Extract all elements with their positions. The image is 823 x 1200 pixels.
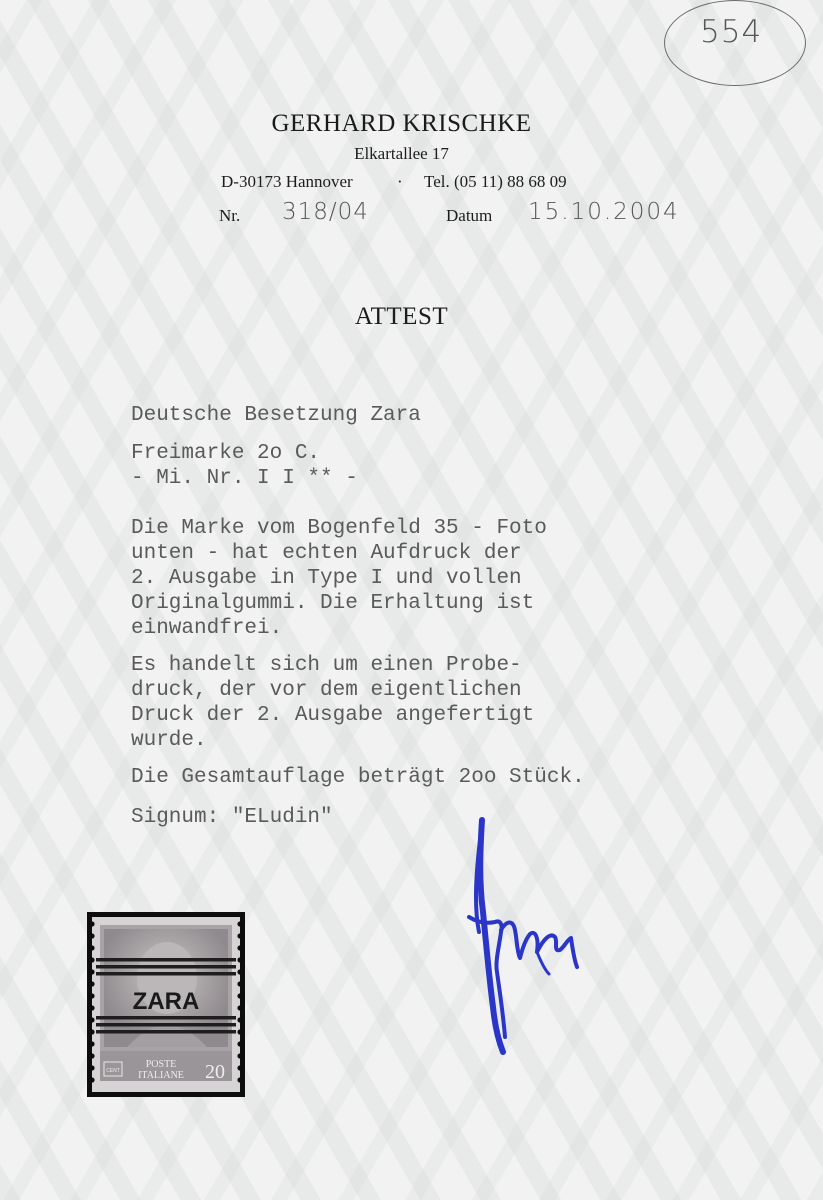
pencil-note: 554 [700, 14, 763, 50]
letterhead-separator: · [397, 172, 403, 191]
stamp-cent: CENT [106, 1068, 120, 1074]
document-heading: ATTEST [354, 303, 449, 330]
body-line-catalog: - Mi. Nr. I I ** - [131, 467, 358, 490]
date-label: Datum [446, 206, 493, 225]
stamp-poste: POSTE [145, 1059, 177, 1070]
letterhead-city: D-30173 Hannover [221, 172, 353, 191]
body-paragraph-proof: Es handelt sich um einen Probe- druck, der vor dem eigentlichen Druck der 2. Ausgabe angefertigt wurde. [131, 654, 535, 752]
nr-label: Nr. [219, 206, 241, 225]
signature-stroke [455, 812, 595, 1062]
date-value: 15.10.2004 [528, 199, 680, 225]
body-line-print-run: Die Gesamtauflage beträgt 2oo Stück. [131, 766, 585, 789]
nr-value: 318/04 [282, 199, 369, 225]
stamp-image [87, 912, 245, 1097]
letterhead-name: GERHARD KRISCHKE [271, 110, 532, 137]
body-line-occupation: Deutsche Besetzung Zara [131, 404, 421, 427]
letterhead-street: Elkartallee 17 [354, 144, 449, 163]
body-paragraph-condition: Die Marke vom Bogenfeld 35 - Foto unten - hat echten Aufdruck der 2. Ausgabe in Type I und vollen Originalgummi. Die Erhaltung ist einwandfrei. [131, 517, 547, 640]
stamp-photo [87, 912, 245, 1097]
signature [455, 812, 595, 1067]
stamp-value: 20 [205, 1061, 225, 1083]
body-line-stamp: Freimarke 2o C. [131, 442, 321, 465]
letterhead-phone: Tel. (05 11) 88 68 09 [424, 172, 567, 191]
stamp-overprint: ZARA [132, 988, 200, 1015]
body-line-signum: Signum: "ELudin" [131, 806, 333, 829]
stamp-italiane: ITALIANE [138, 1070, 184, 1081]
